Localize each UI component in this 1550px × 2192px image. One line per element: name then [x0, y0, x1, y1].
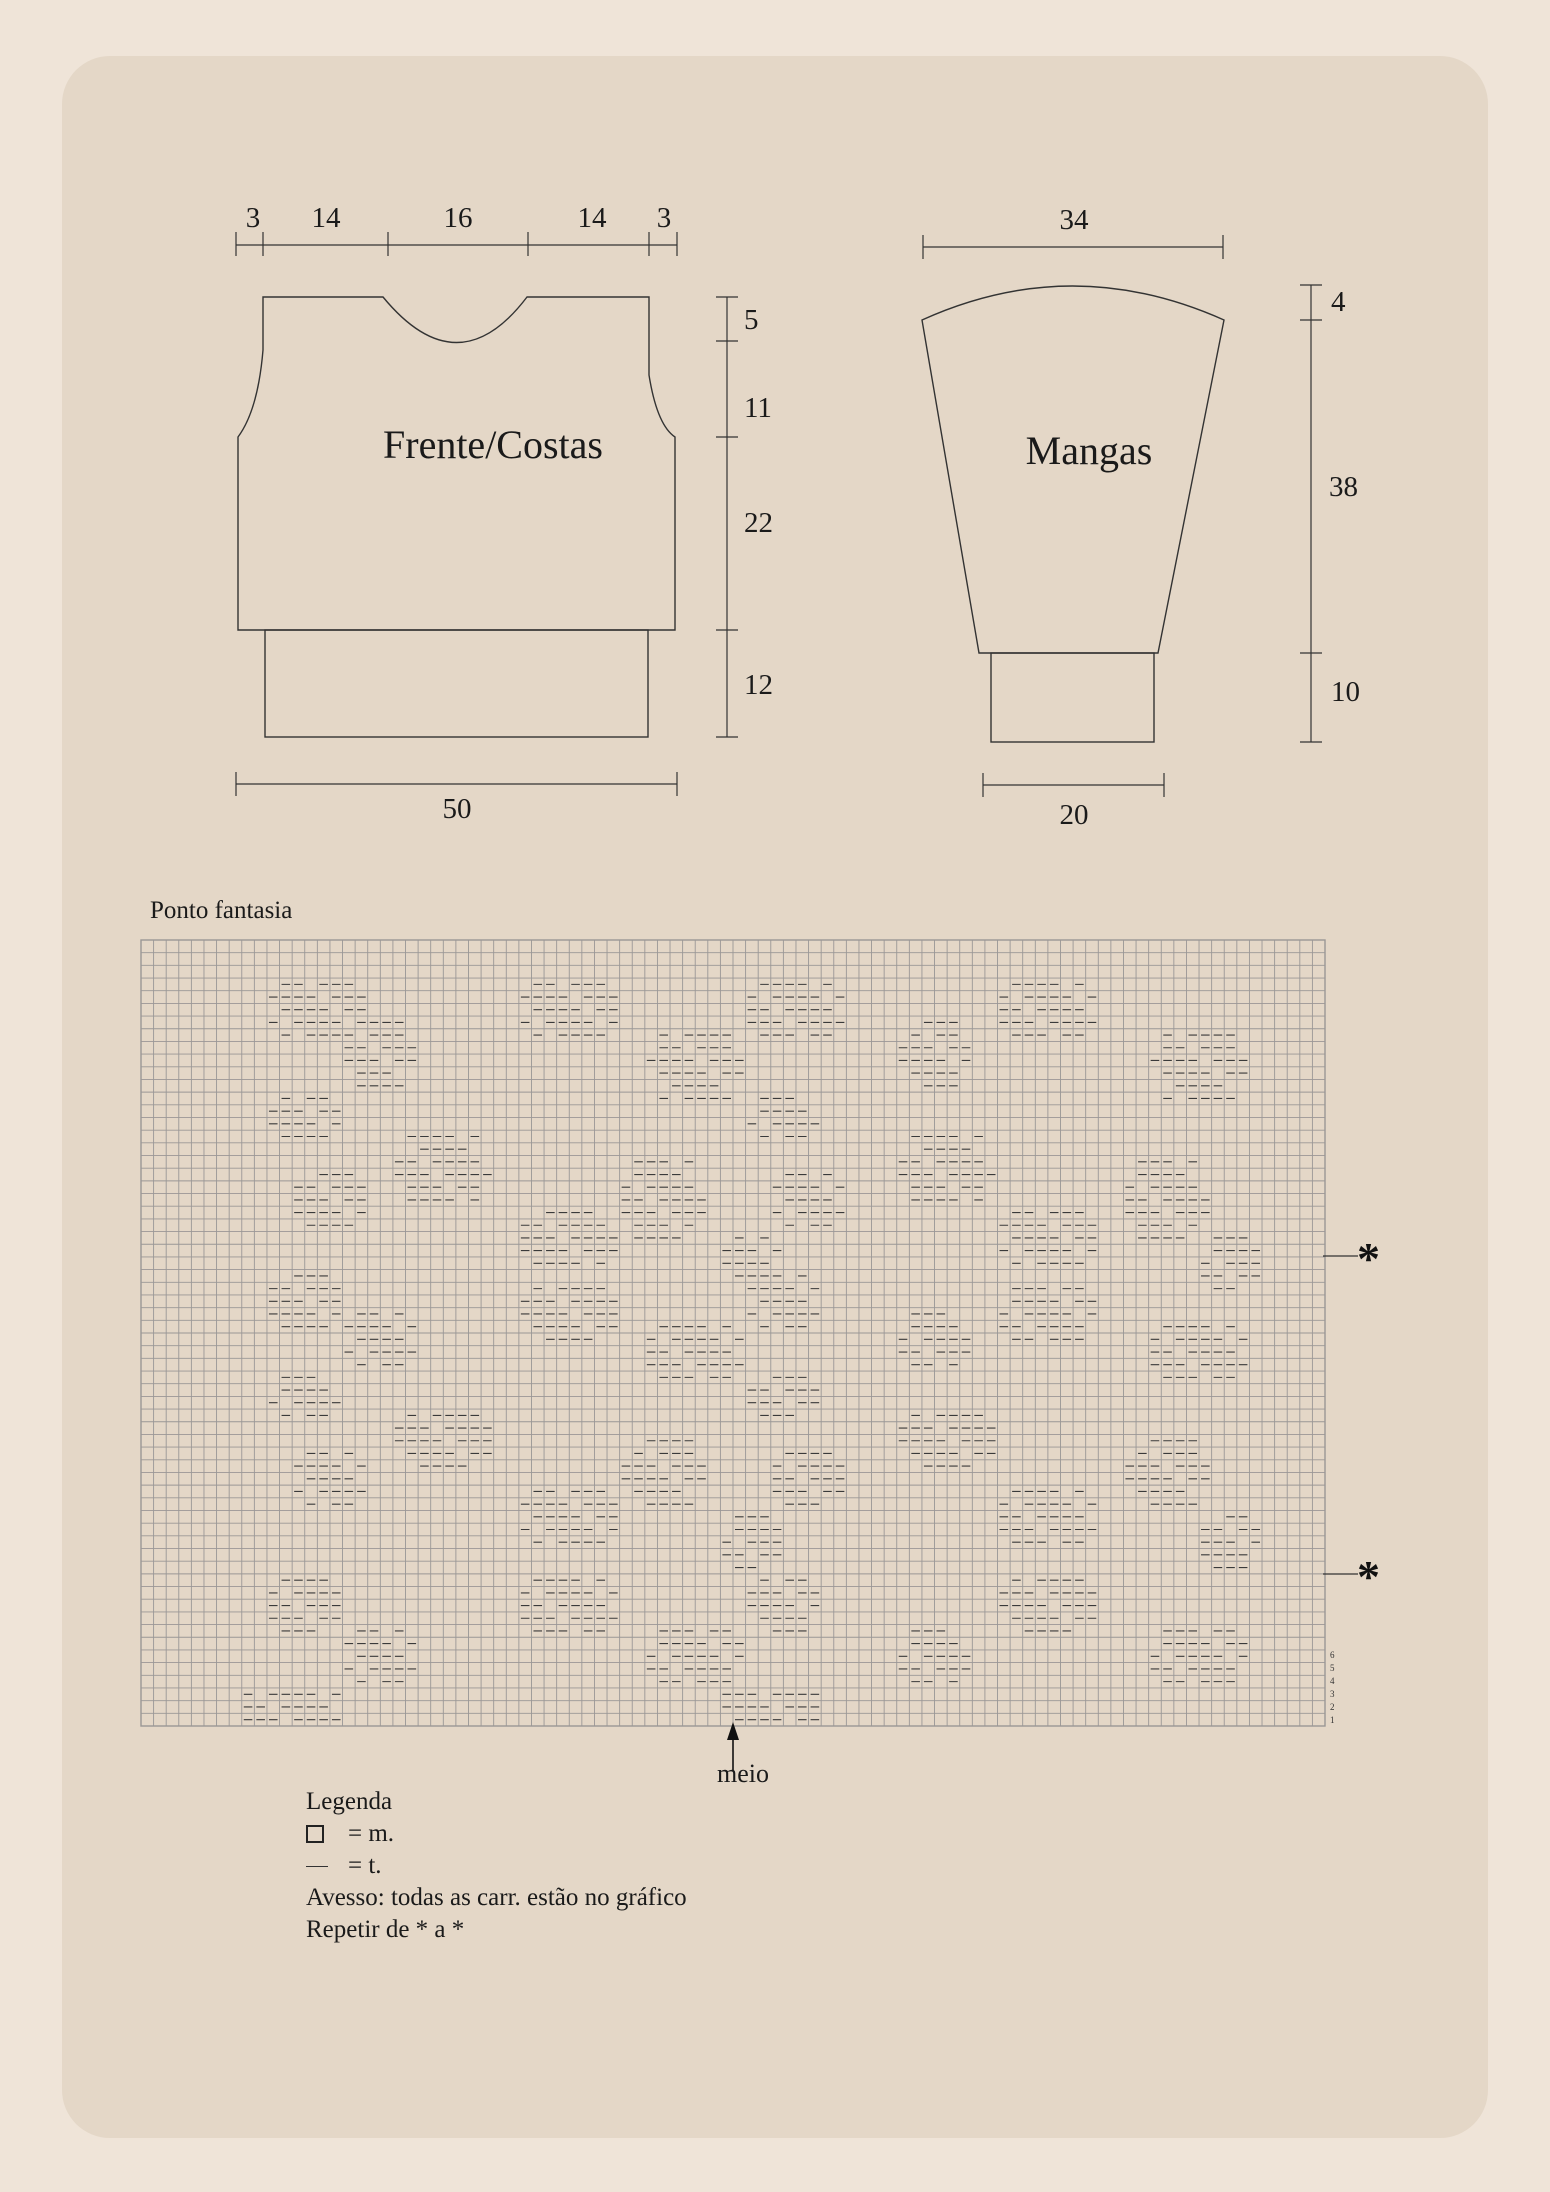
legend-item-purl [306, 1850, 687, 1882]
front-back-schematic [238, 297, 675, 737]
row-number: 2 [1330, 1702, 1335, 1712]
height-label: 22 [744, 507, 773, 539]
top-width-label: 3 [245, 202, 261, 234]
sleeve-height-labels [1329, 286, 1360, 708]
height-label: 12 [744, 669, 773, 701]
sleeve-top-width: 34 [1059, 204, 1089, 236]
chart-title: Ponto fantasia [150, 897, 293, 924]
repeat-marker: * [1357, 1233, 1380, 1284]
row-number: 5 [1330, 1663, 1335, 1673]
legend-note: Avesso: todas as carr. estão no gráfico [306, 1884, 687, 1911]
legend-item-knit [306, 1818, 687, 1850]
row-numbers [1330, 1650, 1335, 1725]
row-number: 4 [1330, 1676, 1335, 1686]
legend-item-text: = m. [348, 1820, 395, 1847]
row-number: 1 [1330, 1715, 1335, 1725]
legend-item-text: = t. [348, 1852, 382, 1879]
sleeve-top-dimension [923, 235, 1223, 259]
height-label: 38 [1329, 471, 1358, 503]
front-back-bottom-width: 50 [442, 793, 472, 825]
front-back-height-labels [744, 304, 773, 701]
stitch-chart [141, 940, 1325, 1726]
square-icon [306, 1825, 348, 1843]
middle-marker [717, 1722, 769, 1788]
height-label: 11 [744, 392, 772, 424]
chart-grid-lines [141, 940, 1325, 1726]
front-back-height-dimension [716, 297, 738, 737]
front-back-top-labels [246, 202, 672, 234]
legend [306, 1786, 687, 1946]
legend-note: Repetir de * a * [306, 1916, 465, 1943]
repeat-marker: * [1357, 1551, 1380, 1602]
height-label: 4 [1331, 286, 1346, 318]
legend-title: Legenda [306, 1788, 393, 1815]
front-back-top-dimension [236, 232, 677, 256]
height-label: 5 [744, 304, 759, 336]
arrow-head-icon [727, 1722, 739, 1740]
height-label: 10 [1331, 676, 1360, 708]
sleeve-bottom-width: 20 [1059, 799, 1089, 831]
sleeve-schematic [922, 286, 1224, 742]
front-back-ribbing [265, 630, 648, 737]
sleeve-height-dimension [1300, 285, 1322, 742]
row-number: 6 [1330, 1650, 1335, 1660]
repeat-markers [1323, 1233, 1380, 1602]
top-width-label: 14 [577, 202, 607, 234]
top-width-label: 14 [311, 202, 341, 234]
middle-label: meio [717, 1759, 769, 1788]
purl-dash-marks [244, 984, 1260, 1719]
top-width-label: 16 [443, 202, 473, 234]
sleeves-title: Mangas [1025, 428, 1153, 473]
sleeve-cuff [991, 653, 1154, 742]
row-number: 3 [1330, 1689, 1335, 1699]
front-back-title: Frente/Costas [383, 422, 603, 467]
top-width-label: 3 [656, 202, 672, 234]
dash-icon [306, 1866, 348, 1867]
sleeve-bottom-dimension [983, 773, 1164, 797]
